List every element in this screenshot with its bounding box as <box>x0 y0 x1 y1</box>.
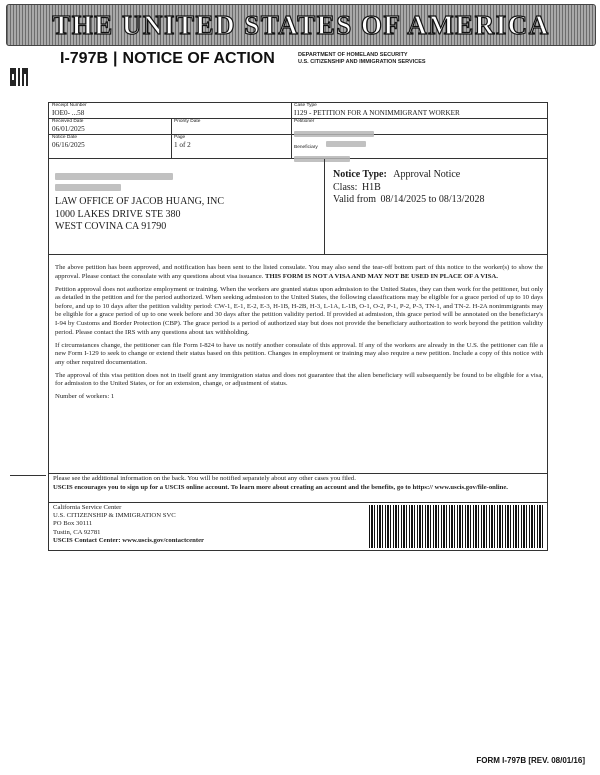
redacted-beneficiary <box>326 141 366 147</box>
valid-to-word: to <box>428 194 437 205</box>
qr-code-icon <box>10 68 28 86</box>
divider <box>49 473 547 474</box>
center-po: PO Box 30111 <box>53 520 93 528</box>
title-separator: | <box>113 50 118 67</box>
center-org: U.S. CITIZENSHIP & IMMIGRATION SVC <box>53 512 176 520</box>
petitioner-cell <box>291 119 547 134</box>
center-name: California Service Center <box>53 504 122 511</box>
petitioner-label: Petitioner <box>294 119 315 124</box>
beneficiary-cell <box>291 135 547 158</box>
receipt-number-cell <box>49 103 291 118</box>
mailing-address <box>49 159 325 255</box>
row-notice-date <box>49 135 547 159</box>
redacted-line <box>55 173 173 180</box>
redacted-address-lines <box>55 173 173 195</box>
class <box>333 182 484 195</box>
beneficiary-label: Beneficiary <box>294 145 318 150</box>
valid-label: Valid from <box>333 194 377 205</box>
body-para1 <box>55 264 543 281</box>
notice-date-value: 06/16/2025 <box>52 141 85 149</box>
contact-center: USCIS Contact Center: www.uscis.gov/contactcenter <box>53 536 205 544</box>
department-line1: DEPARTMENT OF HOMELAND SECURITY <box>298 52 408 58</box>
center-city: Tustin, CA 92781 <box>53 528 101 536</box>
form-code: I-797B <box>60 50 109 67</box>
number-of-workers: Number of workers: 1 <box>55 393 115 401</box>
notice-type <box>333 169 484 182</box>
page-value: 1 of 2 <box>174 141 191 149</box>
department-block <box>298 52 426 65</box>
notice-form <box>48 102 548 551</box>
tear-off-mark <box>10 475 46 476</box>
case-type-cell <box>291 103 547 118</box>
case-type-value: I129 - PETITION FOR A NONIMMIGRANT WORKER <box>294 109 460 117</box>
receipt-number-label: Receipt Number <box>52 103 87 108</box>
banner <box>6 4 596 46</box>
form-revision: FORM I-797B [REV. 08/01/16] <box>476 756 585 765</box>
file-online-link[interactable]: www.uscis.gov/file-online. <box>434 483 508 491</box>
department-line2: U.S. CITIZENSHIP AND IMMIGRATION SERVICES <box>298 58 426 65</box>
body-para1-emphasis: THIS FORM IS NOT A VISA AND MAY NOT BE USED IN PLACE OF A VISA. <box>265 272 498 280</box>
row-dates <box>49 119 547 135</box>
address-lines <box>55 196 224 234</box>
divider <box>49 502 547 503</box>
received-date-label: Received Date <box>52 119 84 124</box>
body-para3: If circumstances change, the petitioner can file Form I-824 to have us notify another consulate of this approval. If any of the workers are already in the U.S. the petitioner can file a new Form I-129 to seek to change or extend their status based on this petition. Changes in employment or training may also require a new petition. Include a copy of this notice with any other required documentation. <box>55 341 543 366</box>
notice-info <box>325 159 547 255</box>
footer-note2-text: USCIS encourages you to sign up for a USCIS online account. To learn more about creating an account and the benefits, go to https:// <box>53 483 433 491</box>
banner-title: THE UNITED STATES OF AMERICA <box>52 9 550 40</box>
notice-body <box>55 264 543 406</box>
notice-type-label: Notice Type: <box>333 169 387 180</box>
valid-from: 08/14/2025 <box>380 194 427 205</box>
priority-date-label: Priority Date <box>174 119 201 124</box>
barcode-icon <box>369 505 543 548</box>
address-line3: WEST COVINA CA 91790 <box>55 221 167 232</box>
body-para2: Petition approval does not authorize employment or training. When the workers are granted status upon admission to the United States, they can then work for the petitioner, but only as detailed in the petition and for the period authorized. When seeking admission to the United States, the following classifications may be eligible for a grace period of up to 10 days before, and up to 10 days after the petition validity period: CW-1, E-1, E-2, E-3, H-1B, H-2B, H-3, L-1A, L-1B, O-1, O-2, P-1, P-2, P-3, TN-1, and TN-2. H-2A nonimmigrants may be eligible for a grace period of up to one week before and 30 days after the petition validity period. If provided at admission, this grace period will be annotated on the beneficiary's I-94 by Customs and Border Protection (CBP). The grace period is a period of authorized stay but does not provide the beneficiary authorization to work beyond the petition validity period. Please contact the IRS with any questions about tax withholding. <box>55 285 543 336</box>
redacted-line <box>55 184 121 191</box>
page-label: Page <box>174 135 186 140</box>
received-date-cell <box>49 119 171 134</box>
receipt-number-value: IOE0- ...58 <box>52 109 85 117</box>
notice-date-label: Notice Date <box>52 135 78 140</box>
footer-note1: Please see the additional information on the back. You will be notified separately about any other cases you filed. <box>53 475 356 482</box>
class-value: H1B <box>361 181 381 193</box>
received-date-value: 06/01/2025 <box>52 125 85 133</box>
body-para4: The approval of this visa petition does not in itself grant any immigration status and does not guarantee that the alien beneficiary will subsequently be found to be eligible for a visa, for admission to the United States, or for an extension, change, or adjustment of status. <box>55 371 543 388</box>
notice-type-value: Approval Notice <box>393 169 461 180</box>
validity <box>333 194 484 207</box>
page-cell <box>171 135 291 158</box>
address-line2: 1000 LAKES DRIVE STE 380 <box>55 208 181 220</box>
row-receipt <box>49 103 547 119</box>
footer-note2 <box>53 484 545 493</box>
body-para1-text: The above petition has been approved, and notification has been sent to the listed consulate. You may also send the tear-off bottom part of this notice to the worker(s) to show the approval. Please contact the consulate with any questions about visa issuance. <box>55 264 543 280</box>
class-label: Class: <box>333 181 358 193</box>
footer-note <box>53 475 545 492</box>
notice-date-cell <box>49 135 171 158</box>
form-title <box>60 50 275 68</box>
service-center-address <box>53 504 204 545</box>
valid-to: 08/13/2028 <box>438 194 485 205</box>
priority-date-cell <box>171 119 291 134</box>
address-line1: LAW OFFICE OF JACOB HUANG, INC <box>55 196 225 207</box>
case-type-label: Case Type <box>294 103 317 108</box>
form-name: NOTICE OF ACTION <box>122 50 275 67</box>
